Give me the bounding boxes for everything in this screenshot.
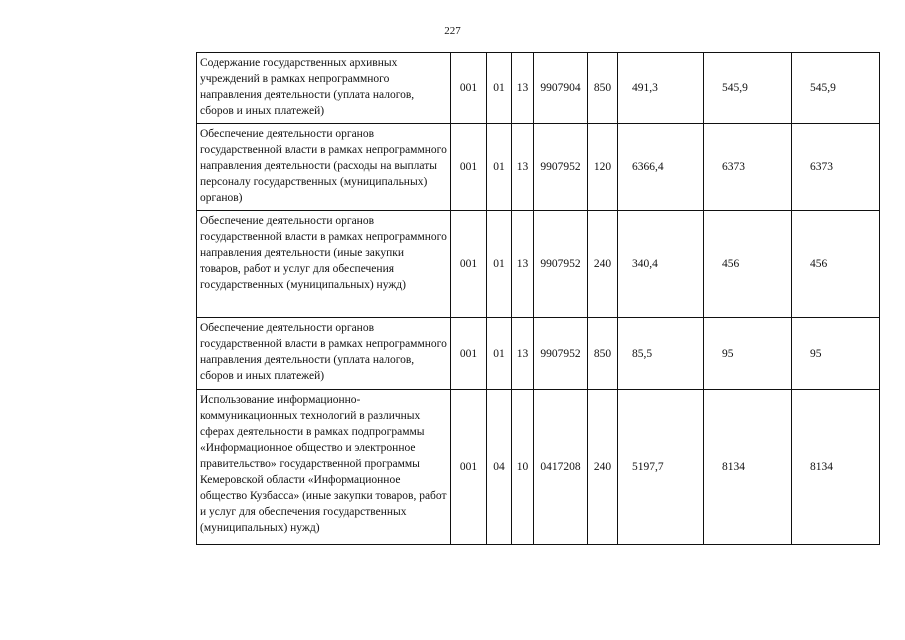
row-description: Содержание государственных архивных учреждений в рамках непрограммного направления деятельности (уплата налогов, сборов и иных платежей) [197, 53, 451, 124]
row-amount-3: 8134 [792, 390, 880, 545]
row-subsection: 10 [512, 390, 534, 545]
budget-table [196, 52, 880, 545]
row-subsection: 13 [512, 211, 534, 318]
row-amount-3: 6373 [792, 124, 880, 211]
page-number: 227 [444, 25, 461, 37]
row-amount-2: 456 [704, 211, 792, 318]
row-description: Использование информационно-коммуникационных технологий в различных сферах деятельности в рамках подпрограммы «Информационное общество и электронное правительство» государственной программы Кемеровской области «Информационное общество Кузбасса» (иные закупки товаров, работ и услуг для обеспечения государственных (муниципальных) нужд) [197, 390, 451, 545]
row-section: 01 [487, 318, 512, 390]
row-section: 01 [487, 124, 512, 211]
row-amount-2: 95 [704, 318, 792, 390]
row-amount-1: 85,5 [618, 318, 704, 390]
row-target-article: 9907952 [534, 211, 588, 318]
row-code: 001 [451, 124, 487, 211]
row-amount-2: 8134 [704, 390, 792, 545]
row-amount-3: 456 [792, 211, 880, 318]
row-description: Обеспечение деятельности органов государственной власти в рамках непрограммного направления деятельности (расходы на выплаты персоналу государственных (муниципальных) органов) [197, 124, 451, 211]
row-code: 001 [451, 211, 487, 318]
row-amount-3: 95 [792, 318, 880, 390]
table-row [197, 390, 880, 545]
table-row [197, 124, 880, 211]
row-section: 04 [487, 390, 512, 545]
row-expense-type: 850 [588, 53, 618, 124]
row-expense-type: 120 [588, 124, 618, 211]
row-section: 01 [487, 211, 512, 318]
row-amount-1: 340,4 [618, 211, 704, 318]
table-row [197, 211, 880, 318]
row-target-article: 0417208 [534, 390, 588, 545]
row-amount-1: 491,3 [618, 53, 704, 124]
table-row [197, 318, 880, 390]
row-expense-type: 240 [588, 390, 618, 545]
row-subsection: 13 [512, 53, 534, 124]
row-section: 01 [487, 53, 512, 124]
row-expense-type: 850 [588, 318, 618, 390]
row-target-article: 9907952 [534, 124, 588, 211]
row-amount-1: 5197,7 [618, 390, 704, 545]
row-target-article: 9907952 [534, 318, 588, 390]
row-code: 001 [451, 390, 487, 545]
table-row [197, 53, 880, 124]
row-target-article: 9907904 [534, 53, 588, 124]
row-description: Обеспечение деятельности органов государственной власти в рамках непрограммного направления деятельности (иные закупки товаров, работ и услуг для обеспечения государственных (муниципальных) нужд) [197, 211, 451, 318]
row-amount-2: 545,9 [704, 53, 792, 124]
row-amount-2: 6373 [704, 124, 792, 211]
row-code: 001 [451, 53, 487, 124]
row-amount-3: 545,9 [792, 53, 880, 124]
row-expense-type: 240 [588, 211, 618, 318]
row-amount-1: 6366,4 [618, 124, 704, 211]
row-description: Обеспечение деятельности органов государственной власти в рамках непрограммного направления деятельности (уплата налогов, сборов и иных платежей) [197, 318, 451, 390]
row-subsection: 13 [512, 318, 534, 390]
row-subsection: 13 [512, 124, 534, 211]
row-code: 001 [451, 318, 487, 390]
